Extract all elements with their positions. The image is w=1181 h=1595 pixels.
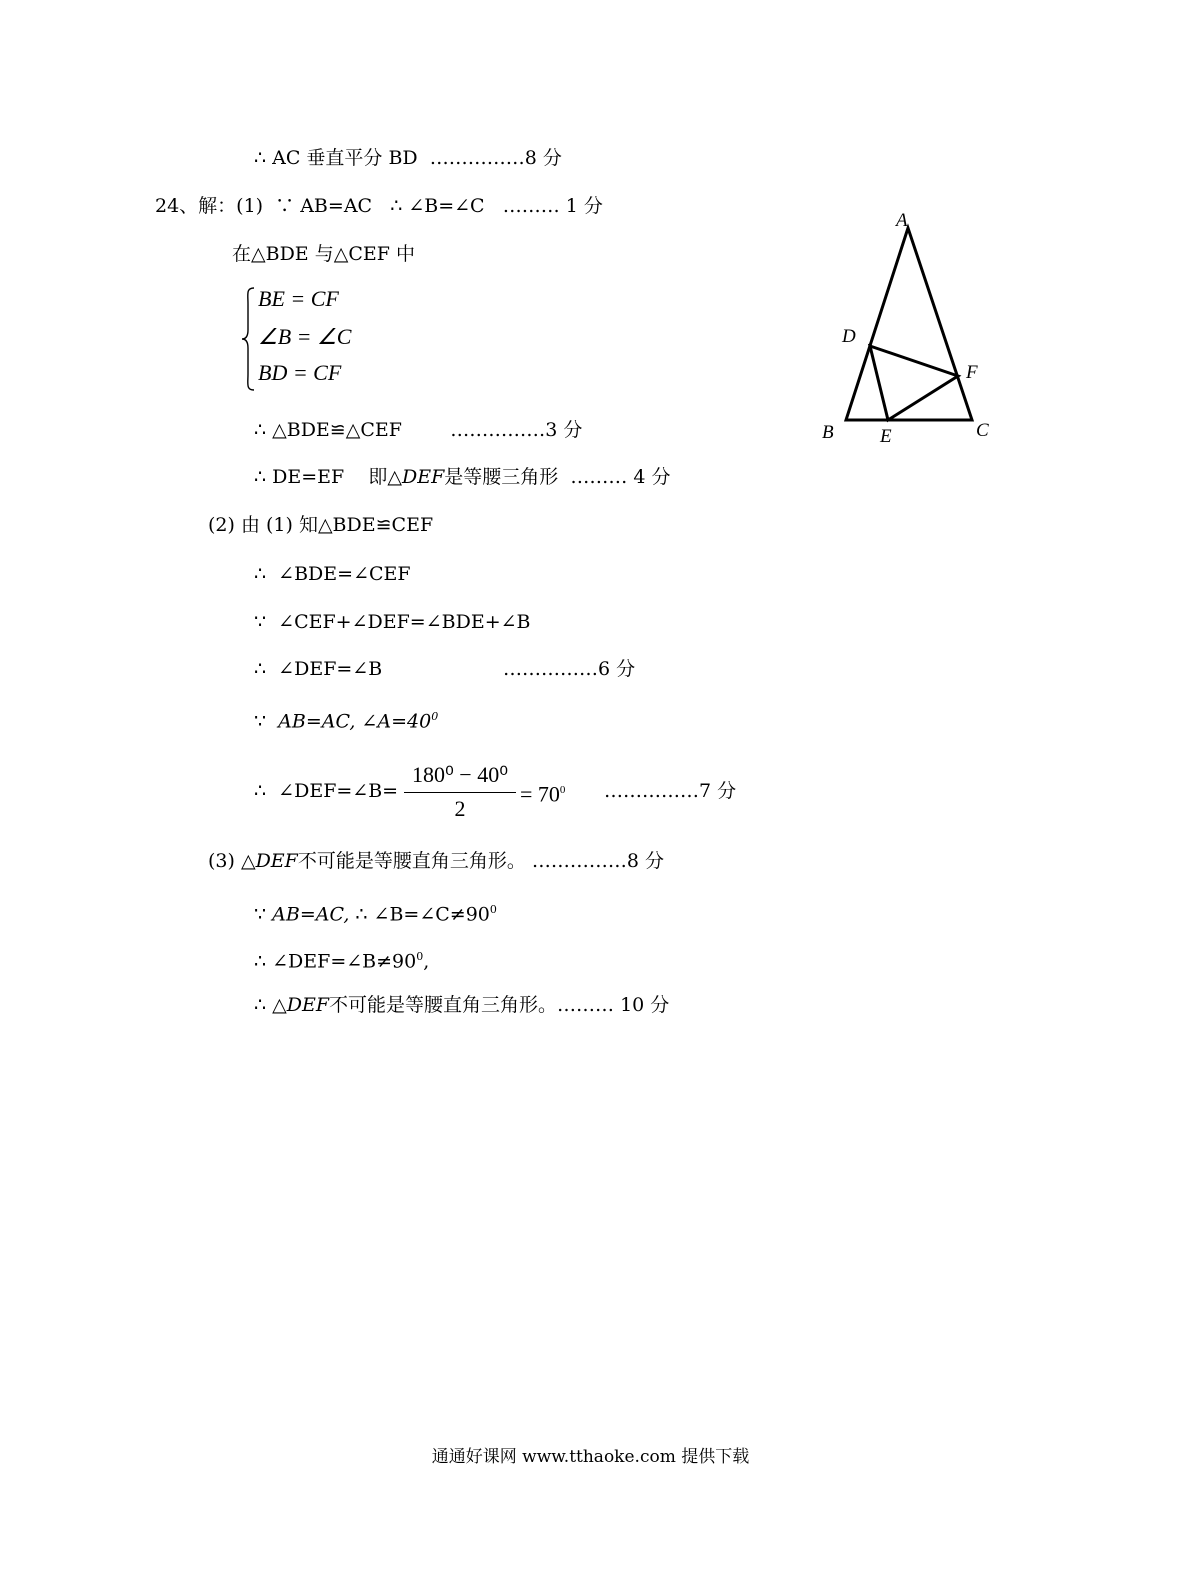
line-part3-c: 不可能是等腰直角三角形。 ……………8 分 [297,850,665,872]
line-compute-angle: ∴ ∠DEF=∠B= [254,780,399,802]
line-given-b: AB=AC, ∠A=40 [278,710,432,733]
line-def-not-90-b: , [423,950,430,973]
line-isosceles-c: 是等腰三角形 ……… 4 分 [444,466,671,488]
label-a: A [896,210,908,231]
line-part3-def: DEF [255,850,298,872]
line-def-not-90-a: ∴ ∠DEF=∠B≠90 [254,950,417,973]
line-since-c: ∴ ∠B=∠C≠90 [349,903,490,926]
line-part3-a: (3) △ [208,850,256,872]
line-angle-sum: ∵ ∠CEF+∠DEF=∠BDE+∠B [254,611,531,633]
line-isosceles-def: DEF [401,466,445,488]
degree-mark: 0 [559,784,566,796]
triangle-figure [812,204,1002,454]
line-compute-result [520,777,565,807]
line-q24-start: 24、解：(1) ∵ AB=AC ∴ ∠B=∠C ……… 1 分 [155,195,603,217]
line-since-a: ∵ [254,903,273,926]
line-angle-def-b: ∴ ∠DEF=∠B ……………6 分 [254,658,636,680]
degree-mark: 0 [489,903,497,916]
line-isosceles [254,464,671,490]
line-since-ab-ac [254,897,497,927]
triangle-def [870,346,958,420]
degree-mark: 0 [431,710,439,723]
line-part3 [208,848,664,874]
page-footer: 通通好课网 www.tthaoke.com 提供下载 [431,1447,750,1467]
line-part2: (2) 由 (1) 知△BDE≌CEF [208,514,434,536]
line-ac-perpendicular: ∴ AC 垂直平分 BD ……………8 分 [254,147,562,169]
line-isosceles-a: ∴ DE=EF 即△ [254,466,402,488]
line-given-angle [254,704,438,734]
line-conclusion [254,992,669,1018]
line-given-a: ∵ [254,710,279,733]
line-congruent: ∴ △BDE≌△CEF ……………3 分 [254,419,583,441]
fraction [404,762,516,824]
label-d: D [842,326,856,347]
equation-system [240,284,380,394]
system-row-2: ∠B = ∠C [258,324,352,349]
label-b: B [822,422,834,443]
left-brace [240,284,256,394]
line-compute-score: ……………7 分 [604,780,737,802]
fraction-denominator: 2 [454,796,466,821]
degree-mark: 0 [416,950,424,963]
system-row-3: BD = CF [258,360,342,385]
label-c: C [976,420,989,441]
fraction-numerator: 180⁰ − 40⁰ [411,762,509,787]
line-since-b: AB=AC, [272,903,350,926]
label-f: F [966,362,978,383]
line-conclusion-a: ∴ △ [254,994,287,1016]
system-row-1: BE = CF [258,286,339,311]
label-e: E [880,426,892,447]
line-conclusion-def: DEF [286,994,330,1016]
triangle-abc [846,228,972,420]
line-def-not-90 [254,944,429,974]
result-value: = 70 [520,781,560,807]
line-angle-bde: ∴ ∠BDE=∠CEF [254,563,411,585]
line-in-triangles: 在△BDE 与△CEF 中 [232,243,415,265]
line-conclusion-c: 不可能是等腰直角三角形。……… 10 分 [329,994,670,1016]
fraction-bar [404,792,516,793]
